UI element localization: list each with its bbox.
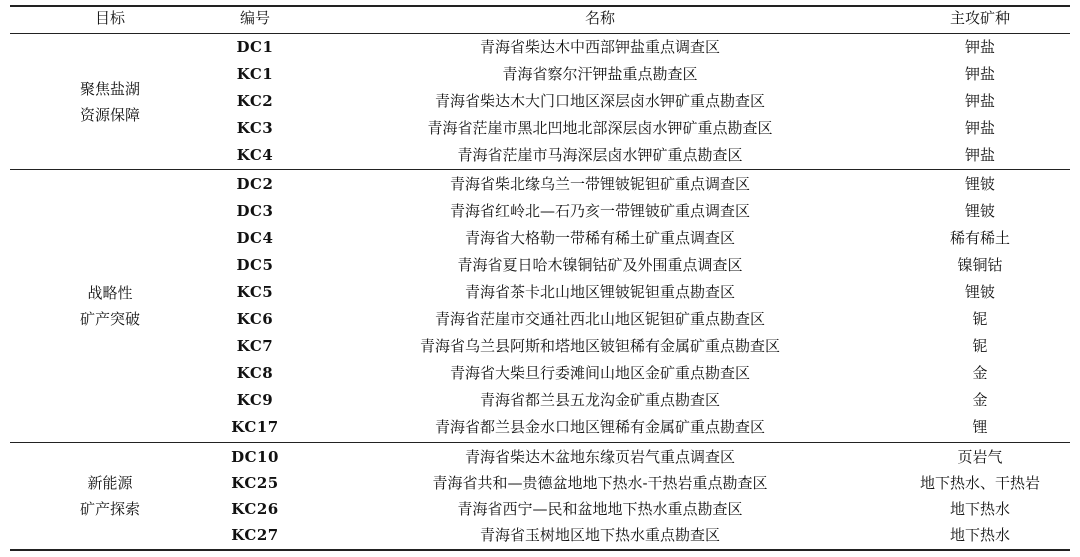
row-code: DC5 [236,256,274,274]
row-name: 青海省西宁—民和盆地地下热水重点勘查区 [457,500,743,518]
row-mineral: 页岩气 [957,448,1003,466]
row-code: KC4 [236,146,274,164]
row-code: KC6 [236,310,274,328]
header-goal: 目标 [94,9,125,27]
row-code: KC9 [236,391,274,409]
row-code: DC2 [236,175,274,193]
row-code: KC8 [236,364,274,382]
goal-line: 新能源 [87,474,133,492]
goal-cell [10,470,210,522]
row-mineral: 锂 [972,418,988,436]
table-bottom-rule [10,549,1070,551]
row-code: DC3 [236,202,274,220]
row-name: 青海省察尔汗钾盐重点勘查区 [502,65,698,83]
row-name: 青海省夏日哈木镍铜钴矿及外围重点调查区 [457,256,743,274]
goal-cell [10,280,210,332]
goal-line: 矿产探索 [79,500,140,518]
row-mineral: 镍铜钴 [957,256,1003,274]
header-mineral: 主攻矿种 [949,9,1010,27]
row-name: 青海省共和—贵德盆地地下热水-干热岩重点勘查区 [432,474,768,492]
row-code: KC3 [236,119,274,137]
row-code: KC1 [236,65,274,83]
row-mineral: 钾盐 [964,92,995,110]
header-code: 编号 [239,9,270,27]
row-mineral: 金 [972,364,988,382]
row-mineral: 钾盐 [964,38,995,56]
row-name: 青海省乌兰县阿斯和塔地区铍钽稀有金属矿重点勘查区 [419,337,780,355]
row-code: KC25 [231,474,279,492]
goal-line: 聚焦盐湖 [79,80,140,98]
row-mineral: 钾盐 [964,65,995,83]
goal-line: 战略性 [87,284,133,302]
row-code: DC1 [236,38,274,56]
row-code: KC27 [231,526,279,544]
row-code: DC10 [231,448,279,466]
row-name: 青海省玉树地区地下热水重点勘查区 [479,526,720,544]
row-code: KC5 [236,283,274,301]
row-mineral: 铌 [972,310,988,328]
row-code: KC17 [231,418,279,436]
row-name: 青海省都兰县五龙沟金矿重点勘查区 [479,391,720,409]
row-name: 青海省柴达木大门口地区深层卤水钾矿重点勘查区 [434,92,765,110]
row-name: 青海省茫崖市交通社西北山地区铌钽矿重点勘查区 [434,310,765,328]
row-mineral: 锂铍 [964,283,995,301]
row-mineral: 钾盐 [964,146,995,164]
row-name: 青海省大柴旦行委滩间山地区金矿重点勘查区 [449,364,750,382]
group-divider [10,442,1070,443]
header-name: 名称 [584,9,615,27]
row-code: KC26 [231,500,279,518]
row-code: DC4 [236,229,274,247]
group-divider [10,169,1070,170]
row-name: 青海省柴达木盆地东缘页岩气重点调查区 [464,448,735,466]
row-name: 青海省红岭北—石乃亥一带锂铍矿重点调查区 [449,202,750,220]
row-name: 青海省柴达木中西部钾盐重点调查区 [479,38,720,56]
row-name: 青海省茫崖市黑北凹地北部深层卤水钾矿重点勘查区 [427,119,773,137]
row-mineral: 地下热水、干热岩 [919,474,1040,492]
row-mineral: 锂铍 [964,175,995,193]
row-code: KC7 [236,337,274,355]
row-mineral: 锂铍 [964,202,995,220]
goal-line: 矿产突破 [79,310,140,328]
row-mineral: 地下热水 [949,526,1010,544]
goal-cell [10,76,210,128]
row-name: 青海省柴北缘乌兰一带锂铍铌钽矿重点调查区 [449,175,750,193]
row-name: 青海省茶卡北山地区锂铍铌钽重点勘查区 [464,283,735,301]
row-name: 青海省大格勒一带稀有稀土矿重点调查区 [464,229,735,247]
row-mineral: 金 [972,391,988,409]
goal-line: 资源保障 [79,106,140,124]
row-name: 青海省都兰县金水口地区锂稀有金属矿重点勘查区 [434,418,765,436]
row-code: KC2 [236,92,274,110]
row-mineral: 钾盐 [964,119,995,137]
row-mineral: 稀有稀土 [949,229,1010,247]
row-mineral: 地下热水 [949,500,1010,518]
row-mineral: 铌 [972,337,988,355]
row-name: 青海省茫崖市马海深层卤水钾矿重点勘查区 [457,146,743,164]
